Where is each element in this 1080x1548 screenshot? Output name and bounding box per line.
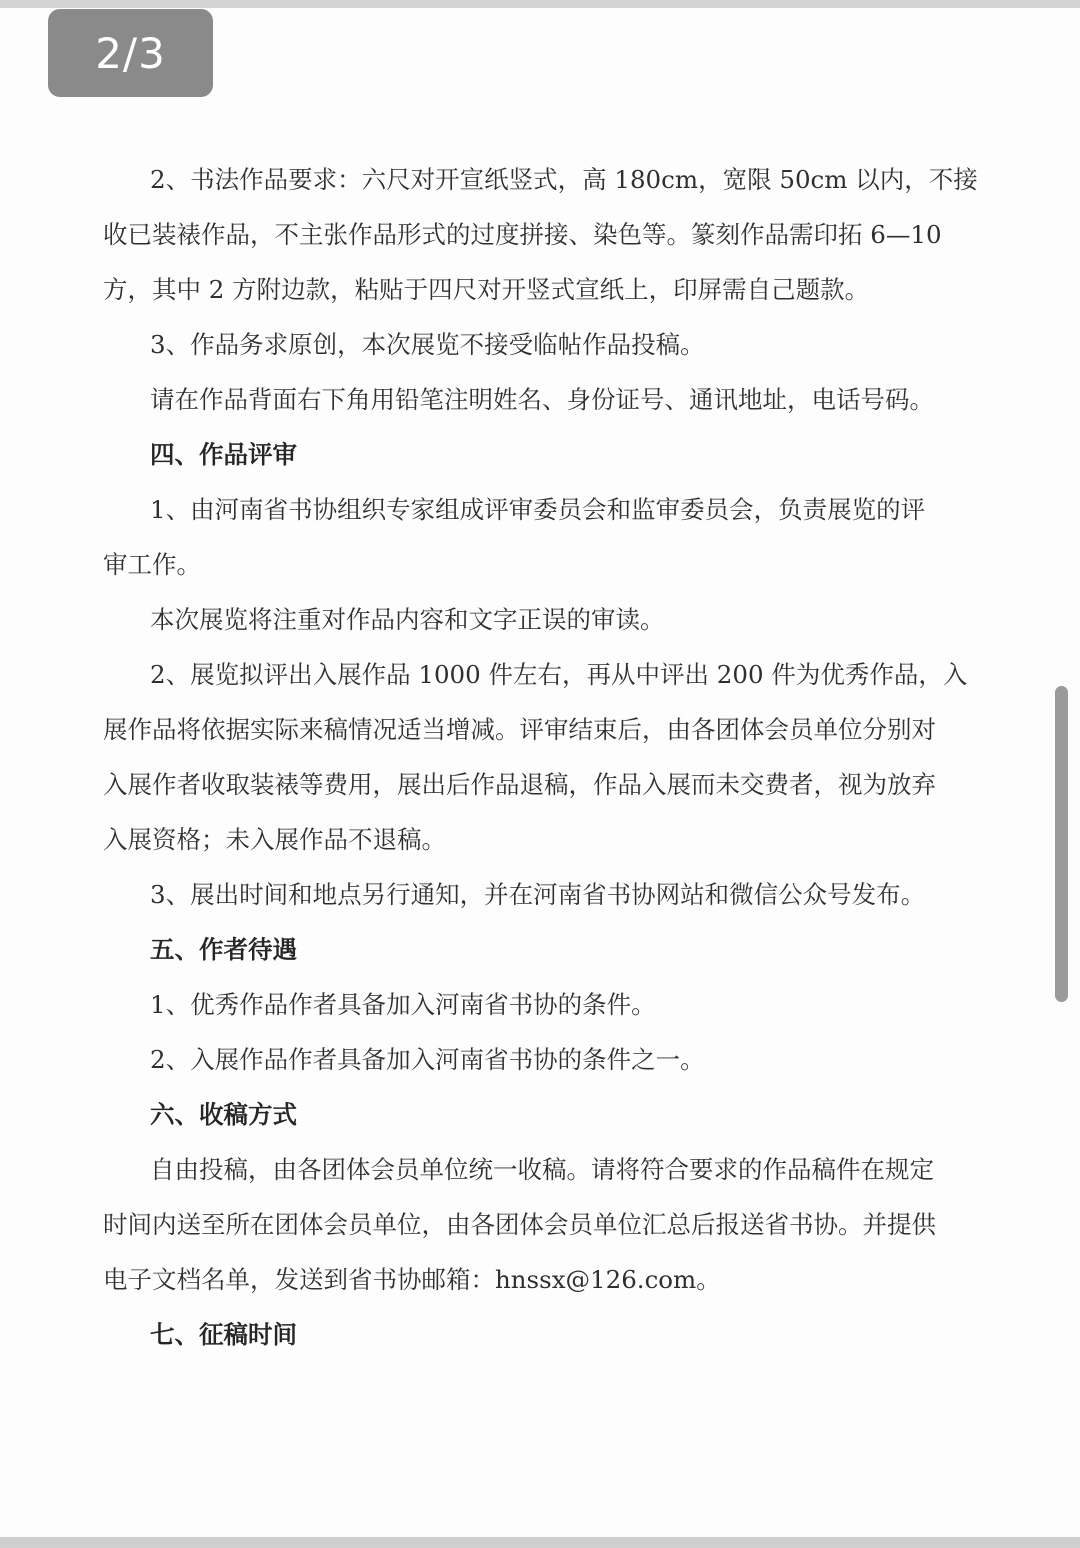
paragraph-line: 审工作。 xyxy=(103,550,201,579)
paragraph-line: 1、由河南省书协组织专家组成评审委员会和监审委员会，负责展览的评 xyxy=(150,495,926,524)
paragraph-line: 电子文档名单，发送到省书协邮箱：hnssx@126.com。 xyxy=(103,1265,721,1294)
paragraph-line: 1、优秀作品作者具备加入河南省书协的条件。 xyxy=(150,990,656,1019)
page-indicator: 2/3 xyxy=(48,9,213,97)
paragraph-line: 2、入展作品作者具备加入河南省书协的条件之一。 xyxy=(150,1045,705,1074)
paragraph-line: 展作品将依据实际来稿情况适当增减。评审结束后，由各团体会员单位分别对 xyxy=(103,715,936,744)
paragraph-line: 方，其中 2 方附边款，粘贴于四尺对开竖式宣纸上，印屏需自己题款。 xyxy=(103,275,870,304)
section-heading: 四、作品评审 xyxy=(150,440,297,469)
section-heading: 七、征稿时间 xyxy=(150,1320,297,1349)
paragraph-line: 本次展览将注重对作品内容和文字正误的审读。 xyxy=(150,605,665,634)
paragraph-line: 入展作者收取装裱等费用，展出后作品退稿，作品入展而未交费者，视为放弃 xyxy=(103,770,936,799)
paragraph-line: 收已装裱作品，不主张作品形式的过度拼接、染色等。篆刻作品需印拓 6—10 xyxy=(103,220,942,249)
paragraph-line: 3、作品务求原创，本次展览不接受临帖作品投稿。 xyxy=(150,330,705,359)
paragraph-line: 入展资格；未入展作品不退稿。 xyxy=(103,825,446,854)
paragraph-line: 2、书法作品要求：六尺对开宣纸竖式，高 180cm，宽限 50cm 以内，不接 xyxy=(150,165,978,194)
paragraph-line: 2、展览拟评出入展作品 1000 件左右，再从中评出 200 件为优秀作品，入 xyxy=(150,660,968,689)
paragraph-line: 3、展出时间和地点另行通知，并在河南省书协网站和微信公众号发布。 xyxy=(150,880,926,909)
paragraph-line: 自由投稿，由各团体会员单位统一收稿。请将符合要求的作品稿件在规定 xyxy=(150,1155,934,1184)
scrollbar-thumb[interactable] xyxy=(1055,686,1068,1002)
document-page xyxy=(0,8,1080,1537)
top-edge xyxy=(0,0,1080,8)
bottom-edge xyxy=(0,1537,1080,1548)
section-heading: 六、收稿方式 xyxy=(150,1100,297,1129)
paragraph-line: 请在作品背面右下角用铅笔注明姓名、身份证号、通讯地址，电话号码。 xyxy=(150,385,934,414)
paragraph-line: 时间内送至所在团体会员单位，由各团体会员单位汇总后报送省书协。并提供 xyxy=(103,1210,936,1239)
section-heading: 五、作者待遇 xyxy=(150,935,297,964)
